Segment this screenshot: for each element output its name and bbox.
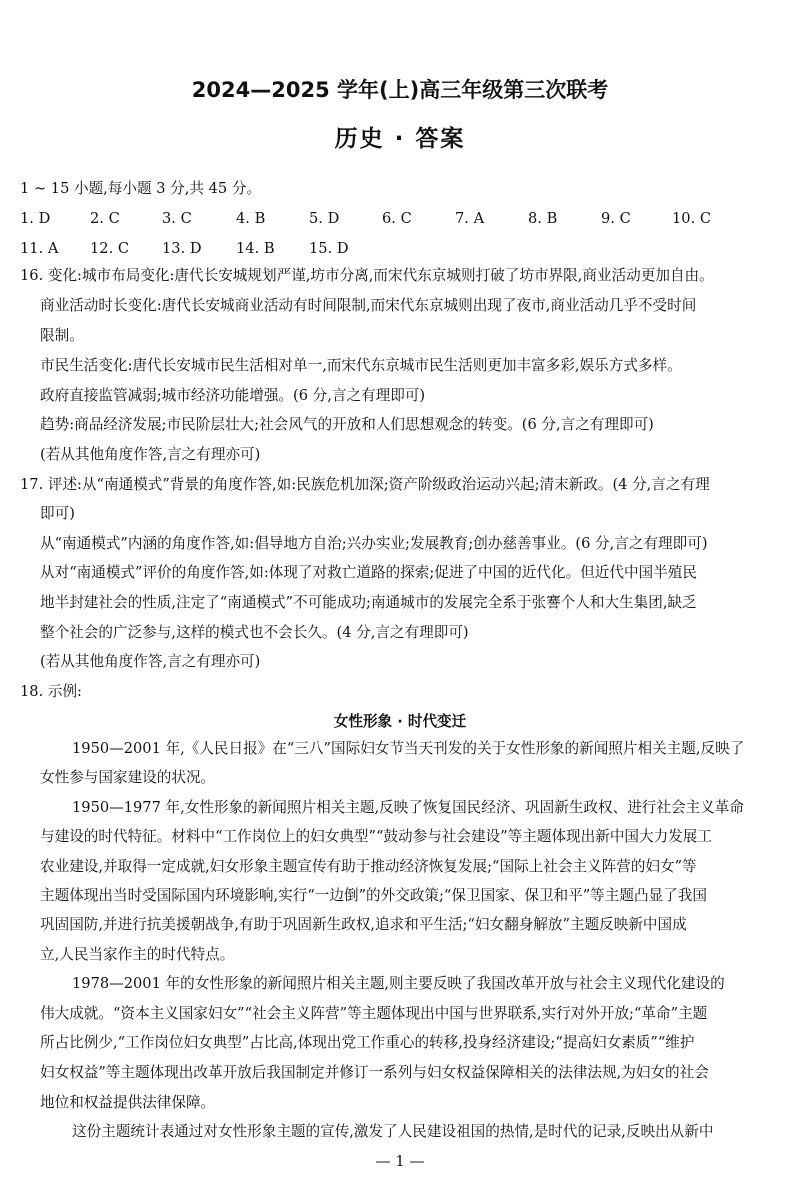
q18-label: 18. 示例: (20, 683, 82, 700)
answer-item: 9. C (601, 210, 631, 227)
essay-line: 1950—1977 年,女性形象的新闻照片相关主题,反映了恢复国民经济、巩固新生政权、进行社会主义革命 (72, 799, 744, 816)
answer-item: 10. C (672, 210, 712, 227)
q16-line: (若从其他角度作答,言之有理亦可) (40, 446, 261, 463)
answer-item: 11. A (20, 240, 59, 257)
q17-line: 整个社会的广泛参与,这样的模式也不会长久。(4 分,言之有理即可) (40, 624, 469, 641)
q17-line: (若从其他角度作答,言之有理亦可) (40, 653, 261, 670)
q16-line: 市民生活变化:唐代长安城市民生活相对单一,而宋代东京城市民生活则更加丰富多彩,娱乐方式多样。 (40, 357, 682, 374)
essay-line: 巩固国防,并进行抗美援朝战争,有助于巩固新生政权,追求和平生活;“妇女翻身解放”主题反映新中国成 (40, 916, 687, 933)
exam-title: 2024—2025 学年(上)高三年级第三次联考 (191, 78, 609, 102)
essay-line: 立,人民当家作主的时代特点。 (40, 946, 235, 963)
answer-item: 12. C (90, 240, 130, 257)
answer-item: 14. B (236, 240, 275, 257)
subject-title: 历史 · 答案 (334, 126, 466, 152)
answer-item: 3. C (162, 210, 192, 227)
q17-line: 地半封建社会的性质,注定了“南通模式”不可能成功;南通城市的发展完全系于张謇个人和大生集团,缺乏 (40, 594, 697, 611)
answer-item: 5. D (309, 210, 340, 227)
q16-line: 政府直接监管减弱;城市经济功能增强。(6 分,言之有理即可) (40, 387, 426, 404)
essay-line: 1950—2001 年,《人民日报》在“三八”国际妇女节当天刊发的关于女性形象的新闻照片相关主题,反映了 (72, 740, 745, 757)
answer-item: 8. B (528, 210, 558, 227)
section-note: 1 ~ 15 小题,每小题 3 分,共 45 分。 (20, 180, 262, 197)
essay-line: 与建设的时代特征。材料中“工作岗位上的妇女典型”“鼓动参与社会建设”等主题体现出新中国大力发展工 (40, 828, 712, 845)
answer-item: 4. B (236, 210, 266, 227)
q16-line: 16. 变化:城市布局变化:唐代长安城规划严谨,坊市分离,而宋代东京城则打破了坊市界限,商业活动更加自由。 (20, 267, 714, 284)
essay-line: 农业建设,并取得一定成就,妇女形象主题宣传有助于推动经济恢复发展;“国际上社会主义阵营的妇女”等 (40, 858, 697, 875)
answer-item: 1. D (20, 210, 51, 227)
essay-line: 所占比例少,“工作岗位妇女典型”占比高,体现出党工作重心的转移,投身经济建设;“提高妇女素质”“维护 (40, 1034, 695, 1051)
essay-line: 妇女权益”等主题体现出改革开放后我国制定并修订一系列与妇女权益保障相关的法律法规,为妇女的社会 (40, 1064, 709, 1081)
essay-title: 女性形象 · 时代变迁 (333, 713, 467, 730)
essay-line: 这份主题统计表通过对女性形象主题的宣传,激发了人民建设祖国的热情,是时代的记录,反映出从新中 (72, 1123, 714, 1140)
essay-line: 1978—2001 年的女性形象的新闻照片相关主题,则主要反映了我国改革开放与社会主义现代化建设的 (72, 975, 725, 992)
q17-line: 从“南通模式”内涵的角度作答,如:倡导地方自治;兴办实业;发展教育;创办慈善事业。(6 分,言之有理即可) (40, 535, 708, 552)
answer-item: 2. C (90, 210, 120, 227)
q16-line: 商业活动时长变化:唐代长安城商业活动有时间限制,而宋代东京城则出现了夜市,商业活动几乎不受时间 (40, 297, 697, 314)
answer-item: 15. D (309, 240, 349, 257)
essay-line: 女性参与国家建设的状况。 (40, 769, 216, 786)
q16-line: 趋势:商品经济发展;市民阶层壮大;社会风气的开放和人们思想观念的转变。(6 分,言之有理即可) (40, 416, 654, 433)
answer-item: 7. A (455, 210, 485, 227)
q17-line: 从对“南通模式”评价的角度作答,如:体现了对救亡道路的探索;促进了中国的近代化。但近代中国半殖民 (40, 564, 697, 581)
essay-line: 主题体现出当时受国际国内环境影响,实行“一边倒”的外交政策;“保卫国家、保卫和平”等主题凸显了我国 (40, 887, 707, 904)
essay-line: 地位和权益提供法律保障。 (40, 1094, 216, 1111)
q17-line: 即可) (40, 505, 75, 522)
answer-item: 13. D (162, 240, 202, 257)
answer-item: 6. C (382, 210, 412, 227)
q16-line: 限制。 (40, 327, 84, 344)
q17-line: 17. 评述:从“南通模式”背景的角度作答,如:民族危机加深;资产阶级政治运动兴起;清末新政。(4 分,言之有理 (20, 476, 710, 493)
essay-line: 伟大成就。“资本主义国家妇女”“社会主义阵营”等主题体现出中国与世界联系,实行对外开放;“革命”主题 (40, 1005, 708, 1022)
page-number: — 1 — (375, 1152, 425, 1170)
